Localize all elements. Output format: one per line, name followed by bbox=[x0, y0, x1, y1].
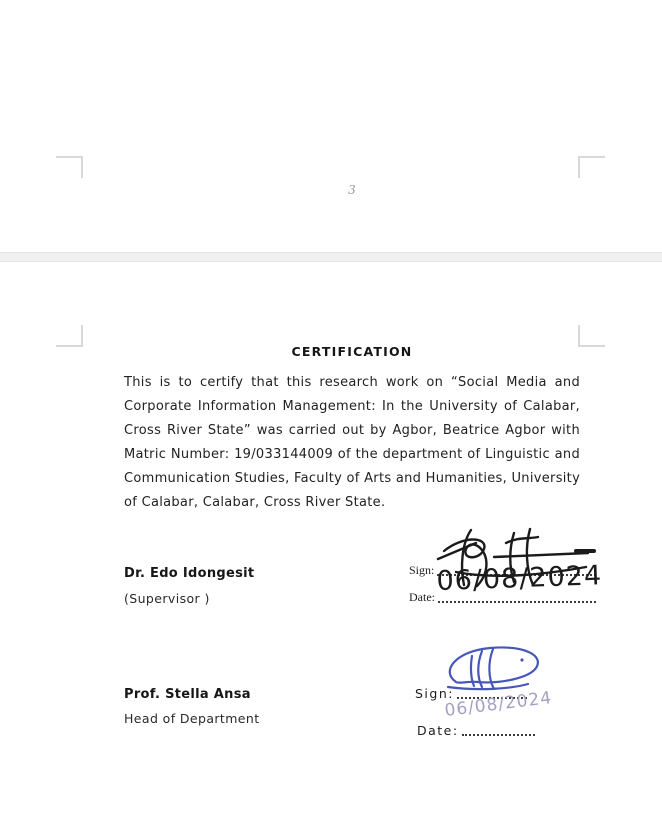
paragraph-line: This is to certify that this research work on “Social Media and bbox=[124, 375, 580, 390]
hod-date-line bbox=[417, 722, 535, 738]
margin-corner-mark bbox=[56, 156, 83, 178]
hod-sign-line bbox=[415, 686, 527, 701]
sign-label: Sign: bbox=[409, 563, 435, 577]
paragraph-line: Cross River State” was carried out by Agbor, Beatrice Agbor with bbox=[124, 423, 580, 438]
dotted-leader bbox=[457, 697, 527, 699]
date-label: Date: bbox=[409, 590, 435, 604]
margin-corner-mark bbox=[578, 325, 605, 347]
hod-name: Prof. Stella Ansa bbox=[124, 687, 251, 702]
margin-corner-mark bbox=[56, 325, 83, 347]
page-break-separator bbox=[0, 252, 662, 262]
supervisor-role: (Supervisor ) bbox=[124, 591, 210, 606]
page-number: 3 bbox=[348, 183, 356, 197]
hod-handwritten-date: 06/08/2024 bbox=[443, 687, 554, 721]
dotted-leader bbox=[437, 574, 596, 576]
sign-label: Sign: bbox=[415, 686, 454, 701]
date-label: Date: bbox=[417, 723, 459, 738]
supervisor-date-line bbox=[409, 591, 596, 605]
certification-paragraph bbox=[124, 371, 580, 515]
hod-role: Head of Department bbox=[124, 711, 260, 726]
page-title: CERTIFICATION bbox=[291, 344, 413, 359]
supervisor-handwritten-date: 06/08/2024 bbox=[436, 560, 603, 597]
dotted-leader bbox=[462, 734, 535, 736]
paragraph-line: Matric Number: 19/033144009 of the department of Linguistic and bbox=[124, 447, 580, 462]
supervisor-sign-line bbox=[409, 564, 596, 578]
margin-corner-mark bbox=[578, 156, 605, 178]
supervisor-signature-ink-icon bbox=[426, 527, 602, 589]
paragraph-line: Communication Studies, Faculty of Arts and Humanities, University bbox=[124, 471, 581, 486]
paragraph-line: of Calabar, Calabar, Cross River State. bbox=[124, 495, 386, 510]
paragraph-line: Corporate Information Management: In the University of Calabar, bbox=[124, 399, 580, 414]
dotted-leader bbox=[438, 601, 596, 603]
supervisor-name: Dr. Edo Idongesit bbox=[124, 566, 255, 581]
